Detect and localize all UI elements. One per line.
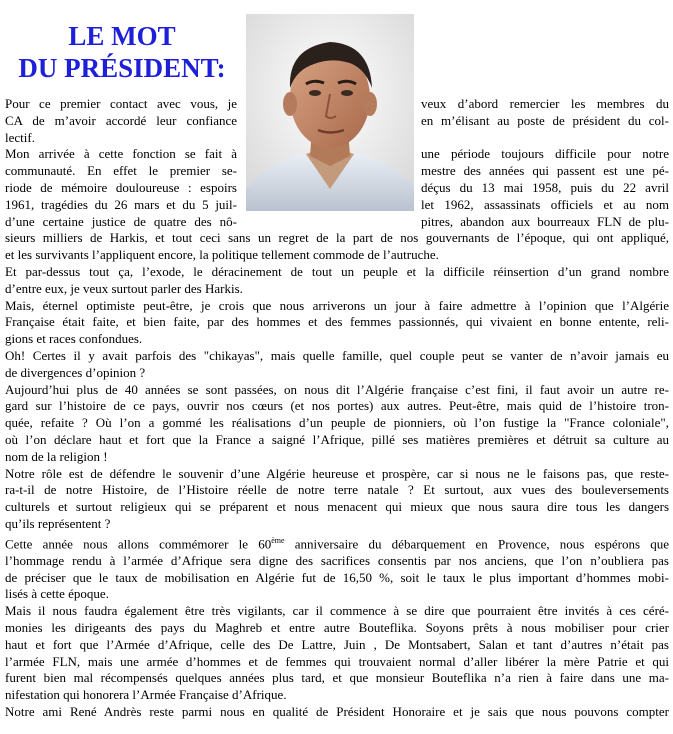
left-line: CA de m’avoir accordé leur confiance [5, 112, 237, 128]
right-line: pitres, abandon aux bourreaux FLN de plu- [421, 213, 669, 229]
right-line: mestre des années qui passent est une pé- [421, 163, 669, 179]
body-line: Notre rôle est de défendre le souvenir d’une Algérie heureuse et prospère, car si nous ne le faisons pas, que reste- [5, 465, 669, 481]
president-portrait-icon [246, 14, 414, 211]
left-line: riode de mémoire douloureuse : espoirs [5, 179, 237, 195]
body-line: Notre ami René Andrès reste parmi nous en qualité de Président Honoraire et je sais que nous pouvons compter [5, 704, 669, 720]
body-line: haut et fort que l’Armée d’Afrique, celle des De Lattre, Juin , De Montsabert, Salan et tant d’autres n’était pas [5, 636, 669, 652]
body-line: qu’ils représentent ? [5, 515, 111, 531]
article-body [5, 230, 669, 720]
left-line: Pour ce premier contact avec vous, je [5, 96, 237, 111]
body-line: où l’on déclare haut et fort que la France a saigné l’Afrique, pillé ses matières premières et détruit sa culture au [5, 431, 669, 447]
body-line: Et par-dessus tout ça, l’exode, le déracinement de tout un peuple et la difficile réinsertion d’un grand nombre [5, 263, 669, 279]
left-line: communauté. En effet le premier se- [5, 163, 237, 179]
body-line: de divergences d’opinion ? [5, 364, 146, 380]
body-line: nifestation qui honorera l’Armée Française d’Afrique. [5, 687, 287, 703]
right-line: déçus du 13 mai 1958, puis du 22 avril [421, 179, 669, 195]
body-line: nom de la religion ! [5, 448, 108, 464]
anniversary-post: anniversaire du débarquement en Provence, nous espérons que [284, 536, 670, 552]
body-line: quée, refaite ? Où l’on a gommé les réalisations d’un peuple de pionniers, où l’on fustige la "France coloniale", [5, 415, 669, 431]
body-line: Mais il nous faudra également être très vigilants, car il commence à se dire que pourraient être invités à ces céré- [5, 603, 669, 619]
left-line: 1961, tragédies du 26 mars et du 5 juil- [5, 196, 237, 212]
intro-right-column [421, 96, 669, 230]
body-line: lisés à cette époque. [5, 586, 109, 602]
page-title [0, 20, 244, 84]
anniversary-pre: Cette année nous allons commémorer le 60 [5, 536, 272, 552]
intro-left-column [5, 96, 237, 230]
anniversary-sup: ème [271, 535, 285, 545]
anniversary-line [5, 533, 669, 553]
body-line: Mais, éternel optimiste peut-être, je crois que nous arriverons un jour à faire admettre à l’opinion que l’Algérie [5, 297, 669, 313]
title-line-1: LE MOT [68, 21, 176, 51]
right-line: en m’élisant au poste de président du col- [421, 112, 669, 128]
body-line: ra-t-il de notre Histoire, de l’Histoire réelle de notre terre natale ? Et surtout, aux vues des bouleversements [5, 482, 669, 498]
body-line: monies les dirigeants des pays du Maghreb et entre autre Bouteflika. Soyons prêts à nous mobiliser pour crier [5, 620, 669, 636]
body-line: l’armée FLN, mais une armée d’hommes et de femmes qui trouvaient normal d’aller libérer la mère Patrie et qui [5, 653, 669, 669]
body-line: gard sur l’histoire de ce pays, ouvrir nos cœurs (et nos portes) aux autres. Peut-être, mais quid de l’histoire tron- [5, 398, 669, 414]
left-line: Mon arrivée à cette fonction se fait à [5, 146, 237, 162]
body-line: Oh! Certes il y avait parfois des "chikayas", mais quelle famille, quel couple peut se vanter de n’avoir jamais eu [5, 347, 669, 363]
body-line: furent bien mal récompensés quelques années plus tard, et que monsieur Bouteflika n’a rien à faire dans une ma- [5, 670, 669, 686]
title-line-2: DU PRÉSIDENT: [18, 53, 226, 83]
body-line: l’hommage rendu à l’armée d’Afrique sera digne des sacrifices consentis par nos anciens, que l’on n’oubliera pas [5, 552, 669, 568]
right-line: veux d’abord remercier les membres du [421, 96, 669, 111]
body-line: Française était faite, et bien faite, par des hommes et des femmes passionnés, qui vivaient en bonne entente, reli- [5, 314, 669, 330]
body-line: gions et races confondues. [5, 331, 143, 347]
body-line: Aujourd’hui plus de 40 années se sont passées, on nous dit l’Algérie française c’est fini, il faut avoir un autre re- [5, 381, 669, 397]
president-photo [246, 14, 414, 211]
body-line: culturels et surtout religieux qui se préparent et nous menacent qui mieux que nous saura dire tous les dangers [5, 499, 669, 515]
body-line: d’entre eux, je veux surtout parler des Harkis. [5, 280, 243, 296]
body-line: et les survivants l’appliquent encore, la politique tellement commode de l’autruche. [5, 247, 439, 263]
right-line [421, 130, 669, 147]
right-line: une période toujours difficile pour notre [421, 146, 669, 162]
left-line: lectif. [5, 129, 35, 145]
body-line: de préciser que le taux de mobilisation en Algérie fut de 16,50 %, soit le taux le plus important d’hommes mobi- [5, 569, 669, 585]
right-line: let 1962, assassinats officiels et au nom [421, 196, 669, 212]
left-line: d’une certaine justice de quatre des nô- [5, 213, 237, 229]
body-line: sieurs milliers de Harkis, et tout ceci sans un regret de la part de nos gouvernants de l’époque, qui ont appliqué, [5, 230, 669, 246]
